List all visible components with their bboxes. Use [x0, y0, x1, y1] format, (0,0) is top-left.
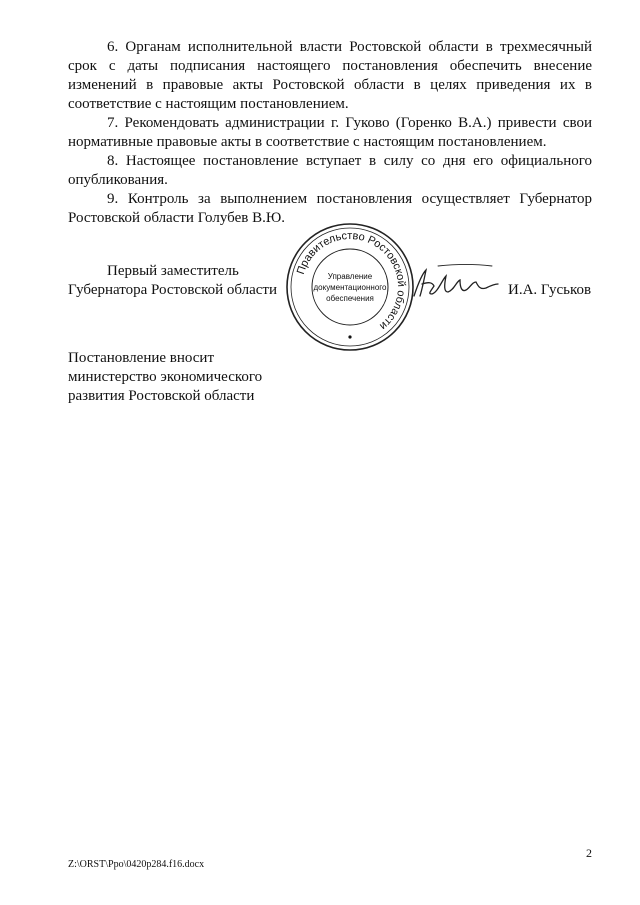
introduced-by-line1: Постановление вносит: [68, 350, 215, 366]
signatory-title-line2: Губернатора Ростовской области: [68, 282, 278, 298]
seal-ring-text: Правительство Ростовской области: [294, 229, 408, 333]
paragraph-9: 9. Контроль за выполнением постановления осуществляет Губернатор Ростовской области Голубев В.Ю.: [68, 191, 592, 226]
paragraph-8: 8. Настоящее постановление вступает в силу со дня его официального опубликования.: [68, 153, 592, 188]
signatory-title: [68, 262, 288, 300]
paragraph-6: 6. Органам исполнительной власти Ростовской области в трехмесячный срок с даты подписания настоящего постановления обеспечить внесение изменений в правовые акты Ростовской области в целях приведения их в соответствие с настоящим постановлением.: [68, 39, 592, 112]
introduced-by-line3: развития Ростовской области: [68, 388, 255, 404]
file-path: Z:\ORST\Ppo\0420p284.f16.docx: [68, 859, 205, 870]
signatory-title-line1: Первый заместитель: [107, 263, 239, 279]
seal-center-line1: Управление: [327, 272, 373, 281]
introduced-by-line2: министерство экономического: [68, 369, 263, 385]
handwritten-signature: [408, 262, 500, 302]
seal-center-line3: обеспечения: [326, 294, 374, 303]
seal-star-icon: [348, 335, 351, 338]
official-seal: [284, 221, 416, 353]
seal-center-line2: документационного: [313, 283, 387, 292]
page-number: 2: [586, 846, 592, 860]
introduced-by-note: [68, 349, 262, 406]
signatory-name: И.А. Гуськов: [508, 282, 592, 298]
paragraph-7: 7. Рекомендовать администрации г. Гуково (Горенко В.А.) привести свои нормативные правовые акты в соответствие с настоящим постановлением.: [68, 115, 592, 150]
